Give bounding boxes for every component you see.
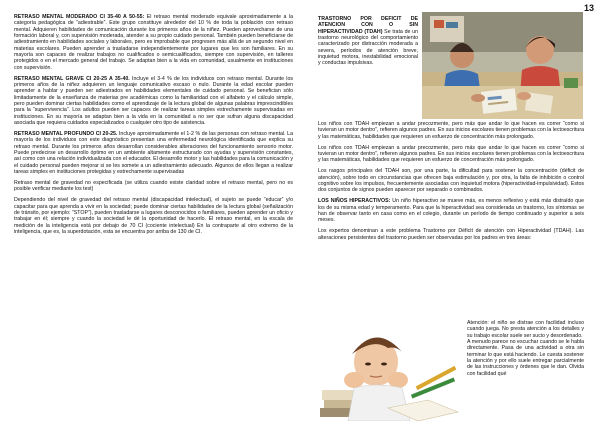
tired-boy-photo (318, 320, 464, 421)
paragraph-tdah-intro (318, 16, 418, 67)
paragraph-no-especificada: Retraso mental de gravedad no especificada (se utiliza cuando existe claridad sobre el retraso mental, pero no es posible verificar mediante los test) (14, 180, 293, 193)
paragraph-hiperactivos (318, 198, 584, 223)
right-column (318, 121, 584, 245)
page-number: 13 (583, 3, 594, 13)
paragraph-tdah-andar: Los niños con TDAH empiezan a andar precozmente, pero más que andar lo que hacen es correr “como si tuvieran un motor dentro”, refieren algunos padres. En sus inicios escolares tienen problemas con la lectoescritura y las matemáticas, habilidades que requieren un esfuerzo de concentración más prolongado. (318, 121, 584, 140)
heading-moderado: RETRASO MENTAL MODERADO CI 35-40 A 50-55: (14, 14, 145, 20)
paragraph-grave (14, 76, 293, 127)
heading-profundo: RETRASO MENTAL PROFUNDO CI 20-25. (14, 131, 118, 138)
left-column (14, 14, 293, 240)
text-hiperactivos: Un niño hiperactivo se mueve más, es menos reflexivo y está más distraído que los de su misma edad y temperamento. Para que la hiperactividad sea considerada un trastorno, los síntomas se han de observar tanto en casa como en el colegio, durante un período de tiempo continuado y superior a seis meses. (318, 198, 585, 224)
paragraph-tdah-andar-repeat: Los niños con TDAH empiezan a andar precozmente, pero más que andar lo que hacen es correr “como si tuvieran un motor dentro”, refieren algunos padres. En sus inicios escolares tienen problemas con la lectoescritura y las matemáticas, habilidades que requieren un esfuerzo de concentración más prolongado. (318, 144, 584, 164)
paragraph-moderado (14, 14, 293, 71)
paragraph-rasgos: Los rasgos principales del TDAH son, por una parte, la dificultad para sostener la concentración (déficit de atención), sobre todo en circunstancias que ofrecen baja estimulación y, por otra, la falta de inhibición o control cognitivo sobre los impulsos, frecuentemente asociadas con inquietud motora (hiperactividad-impulsividad). Estos dos conjuntos de signos pueden aparecer por separado o combinados. (318, 168, 584, 194)
text-moderado: El retraso mental moderado equivale aproximadamente a la categoría pedagógica de “adiestrable”. Este grupo constituye alrededor del 10 % de toda la población con retraso mental. Adquieren habilidades de comunicación durante los primeros años de la niñez. Pueden aprovecharse de una formación laboral y, con supervisión moderada, atender a su propio cuidado personal. También pueden beneficiarse de adiestramiento en habilidades sociales y laborales, pero es improbable que progresen más allá de un segundo nivel en materias escolares. Pueden aprender a trasladarse independientemente por lugares que les son familiares. En su mayoría son capaces de realizar trabajos no cualificados o semicualificados, siempre con supervisión, en talleres protegidos o en el mercado general del trabajo. Se adaptan bien a la vida en comunidad, usualmente en instituciones con supervisión. (14, 14, 293, 71)
heading-grave: RETRASO MENTAL GRAVE CI 20-25 A 35-40. (14, 75, 130, 82)
text-grave: Incluye el 3-4 % de los individuos con retraso mental. Durante los primeros años de la niñez adquieren un lenguaje comunicativo escaso o nulo. Durante la edad escolar pueden aprender a hablar y pueden ser adiestrados en habilidades elementales de cuidado personal. Se benefician sólo limitadamente de la enseñanza de materias pre académicas como la familiaridad con el alfabeto y el cálculo simple, pero pueden dominar ciertas habilidades como el aprendizaje de la lectura global de algunas palabras imprescindibles para la “supervivencia”. Los adultos pueden ser capaces de realizar tareas simples estrechamente supervisadas en instituciones. En su mayoría se adaptan bien a la vida en la comunidad a no ser que sufran alguna discapacidad asociada que requiera cuidados especializados o cualquier otro tipo de asistencia. (14, 75, 293, 127)
areas-list (467, 320, 584, 377)
paragraph-a-menudo: A menudo parece no escuchar cuando se le habla directamente. Pasa de una actividad a otra sin terminar lo que está haciendo. Le cuesta sostener la atención y por ello suele entregar parcialmente de las instrucciones y órdenes que le dan. Olvida con facilidad qué (467, 339, 584, 377)
paragraph-dependiendo: Dependiendo del nivel de gravedad del retraso mental (discapacidad intelectual), el sujeto se puede “educar” y/o capacitar para que aprenda a vivir en la sociedad; puede dominar ciertas habilidades de la lectura global (señalización de tránsito, por ejemplo: “STOP”), pueden trasladarse a lugares desconocidos o familiares, pueden aprender un oficio y trabajar en él; siempre y cuando la sociedad le dé la oportunidad de hacerlo. El retraso mental, en la escala de medición de la inteligencia está por debajo de 70 CI (cociente intelectual) En la contraparte al otro extremo de la inteligencia, que es, la superdotación, esta se encuentra por arriba de 130 de CI. (14, 197, 293, 236)
text-profundo: Incluye aproximadamente el 1-2 % de las personas con retraso mental. La mayoría de los individuos con este diagnóstico presentan una enfermedad neurológica identificada que explica su retraso mental. Durante los primeros años desarrollan considerables alteraciones del funcionamiento sensorio motor. Puede predecirse un desarrollo óptimo en un ambiente altamente estructurado con ayudas y supervisión constantes, así como con una relación individualizada con el educador. El desarrollo motor y las habilidades para la comunicación y el cuidado personal pueden mejorar si se les somete a un adiestramiento adecuado. Algunos de ellos llegan a realizar tareas simples en instituciones protegidas y estrechamente supervisadas (14, 131, 293, 176)
classroom-children-photo (422, 12, 583, 119)
paragraph-profundo (14, 131, 293, 175)
paragraph-expertos: Los expertos denominan a este problema Trastorno por Déficit de atención con Hiperactividad (TDAH). Las alteraciones persistentes del trastorno pueden ser observadas por los padres en tres áreas: (318, 228, 584, 241)
text-tdah-intro: Se trata de un trastorno neurológico del comportamiento caracterizado por distracción moderada a severa, períodos de atención breve, inquietud motora, inestabilidad emocional y conductas impulsivas. (318, 28, 418, 67)
heading-hiperactivos: LOS NIÑOS HIPERACTIVOS: (318, 198, 391, 205)
paragraph-atencion: Atención: el niño se distrae con facilidad incluso cuando juega. No presta atención a los detalles y su trabajo escolar suele ser sucio y desordenado. (467, 320, 584, 339)
tdah-intro (318, 16, 418, 67)
heading-tdah: TRASTORNO POR DEFICIT DE ATENCION CON O SIN HIPERACTIVIDAD (TDAH) (318, 16, 418, 35)
